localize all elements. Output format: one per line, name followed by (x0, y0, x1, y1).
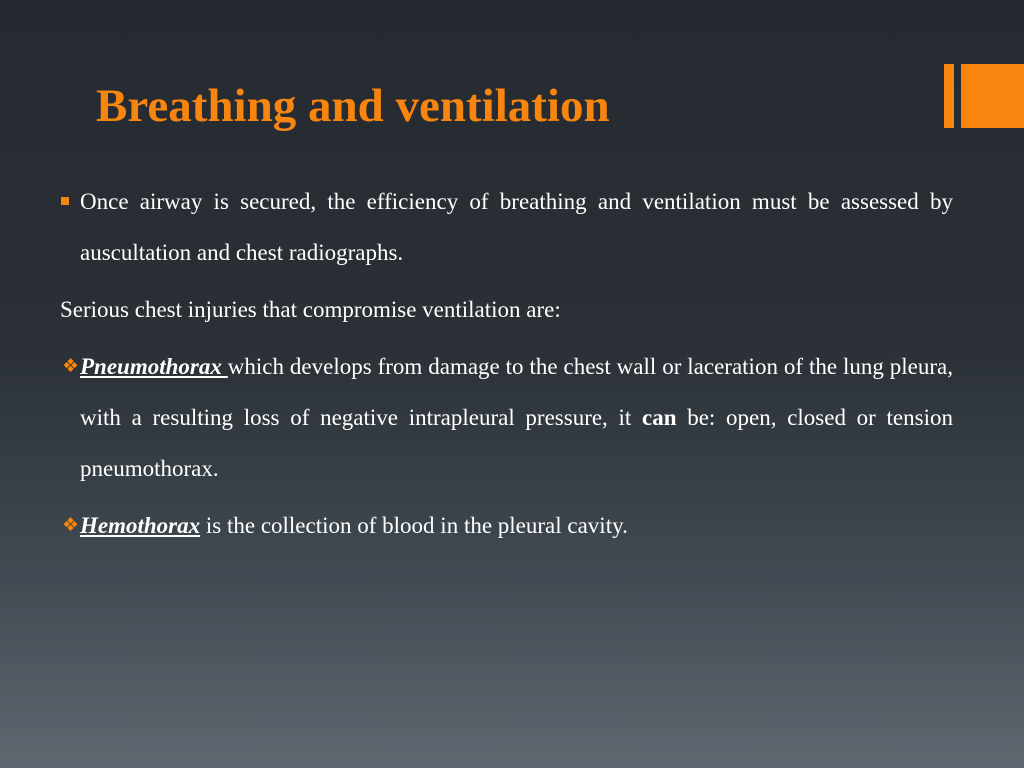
bullet-airway-text: Once airway is secured, the efficiency of breathing and ventilation must be assessed by auscultation and chest radiographs. (80, 189, 953, 265)
item-pneumothorax (60, 341, 953, 494)
slide-title: Breathing and ventilation (96, 80, 610, 132)
diamond-bullet-icon: ❖ (62, 355, 80, 377)
accent-bar-thick (961, 64, 1024, 128)
hemothorax-text: is the collection of blood in the pleural cavity. (200, 513, 628, 538)
item-hemothorax (60, 500, 953, 551)
intro-text: Serious chest injuries that compromise ventilation are: (60, 297, 561, 322)
term-hemothorax: Hemothorax (80, 513, 201, 538)
pneumothorax-emphasis: can (642, 405, 677, 430)
pneumothorax-text-before: which develops from damage to the chest wall or laceration of the lung pleura, with a resulting loss of negative intrapleural pressure, it (80, 354, 953, 430)
diamond-bullet-icon: ❖ (62, 514, 80, 536)
accent-bar-thin (944, 64, 954, 128)
slide-content (60, 176, 953, 551)
square-bullet-icon (61, 197, 69, 205)
bullet-airway (60, 176, 953, 278)
pneumothorax-text-after: be: open, closed or tension pneumothorax. (80, 405, 953, 481)
term-pneumothorax: Pneumothorax (80, 354, 228, 379)
